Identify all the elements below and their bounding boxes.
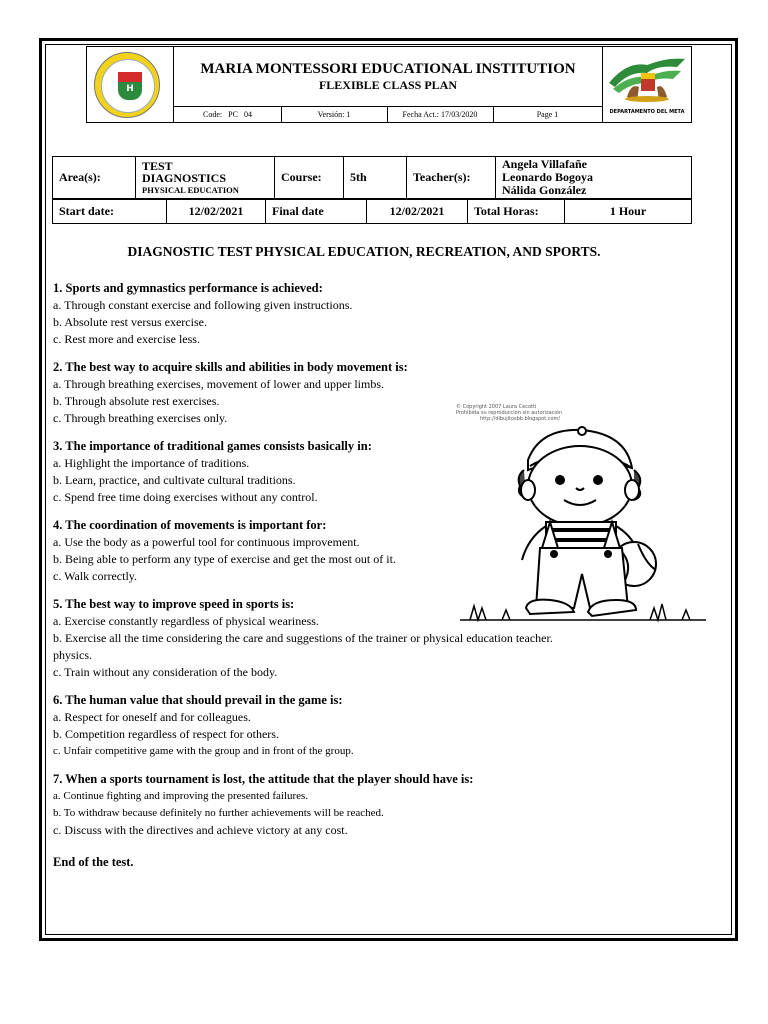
total-hours-value: 1 Hour bbox=[565, 200, 692, 224]
version-cell: Versión: 1 bbox=[281, 107, 388, 123]
teacher-list: Angela Villafañe Leonardo Bogoya Nálida González bbox=[496, 157, 692, 199]
option: a. Exercise constantly regardless of physical weariness. bbox=[53, 614, 319, 628]
question-title: 3. The importance of traditional games consists basically in: bbox=[53, 439, 372, 453]
area-value: TEST DIAGNOSTICS PHYSICAL EDUCATION bbox=[136, 157, 275, 199]
copyright-line-2: Prohibida su reproducción sin autorización bbox=[456, 410, 562, 416]
course-value: 5th bbox=[344, 157, 407, 199]
option: a. Use the body as a powerful tool for continuous improvement. bbox=[53, 535, 360, 549]
copyright-line-1: © Copyright 2007 Laura Cecotti bbox=[456, 404, 537, 410]
option: b. Exercise all the time considering the care and suggestions of the trainer or physical education teacher. bbox=[53, 631, 553, 645]
total-hours-label: Total Horas: bbox=[468, 200, 565, 224]
question-title: 4. The coordination of movements is important for: bbox=[53, 518, 327, 532]
option: b. Through absolute rest exercises. bbox=[53, 394, 220, 408]
option: b. Absolute rest versus exercise. bbox=[53, 315, 207, 329]
institution-name: MARIA MONTESSORI EDUCATIONAL INSTITUTION bbox=[200, 61, 576, 77]
option: b. To withdraw because definitely no further achievements will be reached. bbox=[53, 807, 384, 819]
option: b. Learn, practice, and cultivate cultural traditions. bbox=[53, 473, 296, 487]
question-title: 6. The human value that should prevail in the game is: bbox=[53, 693, 343, 707]
teacher-label: Teacher(s): bbox=[407, 157, 496, 199]
code-cell: Code: PC 04 bbox=[174, 107, 282, 123]
option: c. Train without any consideration of the body. bbox=[53, 665, 278, 679]
end-of-test: End of the test. bbox=[53, 855, 134, 869]
plan-name: FLEXIBLE CLASS PLAN bbox=[318, 78, 458, 92]
option: b. Competition regardless of respect for others. bbox=[53, 727, 279, 741]
school-seal-cell bbox=[87, 47, 174, 122]
department-logo-icon bbox=[607, 53, 687, 105]
option: c. Discuss with the directives and achieve victory at any cost. bbox=[53, 823, 348, 837]
question-title: 7. When a sports tournament is lost, the attitude that the player should have is: bbox=[53, 772, 474, 786]
option: physics. bbox=[53, 648, 92, 662]
option: c. Walk correctly. bbox=[53, 569, 137, 583]
question-6 bbox=[53, 692, 673, 760]
option: c. Unfair competitive game with the group and in front of the group. bbox=[53, 745, 354, 757]
department-logo-cell bbox=[602, 47, 691, 122]
copyright-line-3: http://dibujitosbb.blogspot.com/ bbox=[480, 416, 561, 422]
question-title: 1. Sports and gymnastics performance is achieved: bbox=[53, 281, 323, 295]
option: a. Continue fighting and improving the presented failures. bbox=[53, 790, 309, 802]
final-date-value: 12/02/2021 bbox=[367, 200, 468, 224]
final-date-label: Final date bbox=[266, 200, 367, 224]
question-1 bbox=[53, 280, 673, 348]
start-date-value: 12/02/2021 bbox=[167, 200, 266, 224]
option: c. Rest more and exercise less. bbox=[53, 332, 200, 346]
test-title: DIAGNOSTIC TEST PHYSICAL EDUCATION, RECREATION, AND SPORTS. bbox=[127, 244, 601, 259]
question-7 bbox=[53, 771, 673, 839]
option: a. Respect for oneself and for colleagues. bbox=[53, 710, 251, 724]
option: a. Through breathing exercises, movement of lower and upper limbs. bbox=[53, 377, 385, 391]
area-label: Area(s): bbox=[53, 157, 136, 199]
option: c. Through breathing exercises only. bbox=[53, 411, 228, 425]
boy-illustration bbox=[450, 398, 716, 634]
course-info-table bbox=[52, 156, 692, 199]
question-title: 2. The best way to acquire skills and abilities in body movement is: bbox=[53, 360, 408, 374]
course-label: Course: bbox=[275, 157, 344, 199]
question-title: 5. The best way to improve speed in sports is: bbox=[53, 597, 295, 611]
update-date-cell: Fecha Act.: 17/03/2020 bbox=[387, 107, 494, 123]
document-header bbox=[86, 46, 692, 123]
dates-table bbox=[52, 199, 692, 224]
school-seal-icon: H bbox=[94, 52, 160, 118]
header-meta-row bbox=[174, 106, 602, 123]
option: a. Highlight the importance of traditions. bbox=[53, 456, 250, 470]
option: b. Being able to perform any type of exercise and get the most out of it. bbox=[53, 552, 396, 566]
option: a. Through constant exercise and following given instructions. bbox=[53, 298, 353, 312]
option: c. Spend free time doing exercises without any control. bbox=[53, 490, 318, 504]
page-cell: Page 1 bbox=[493, 107, 603, 123]
department-logo-text: DEPARTAMENTO DEL META bbox=[609, 109, 685, 115]
start-date-label: Start date: bbox=[53, 200, 167, 224]
